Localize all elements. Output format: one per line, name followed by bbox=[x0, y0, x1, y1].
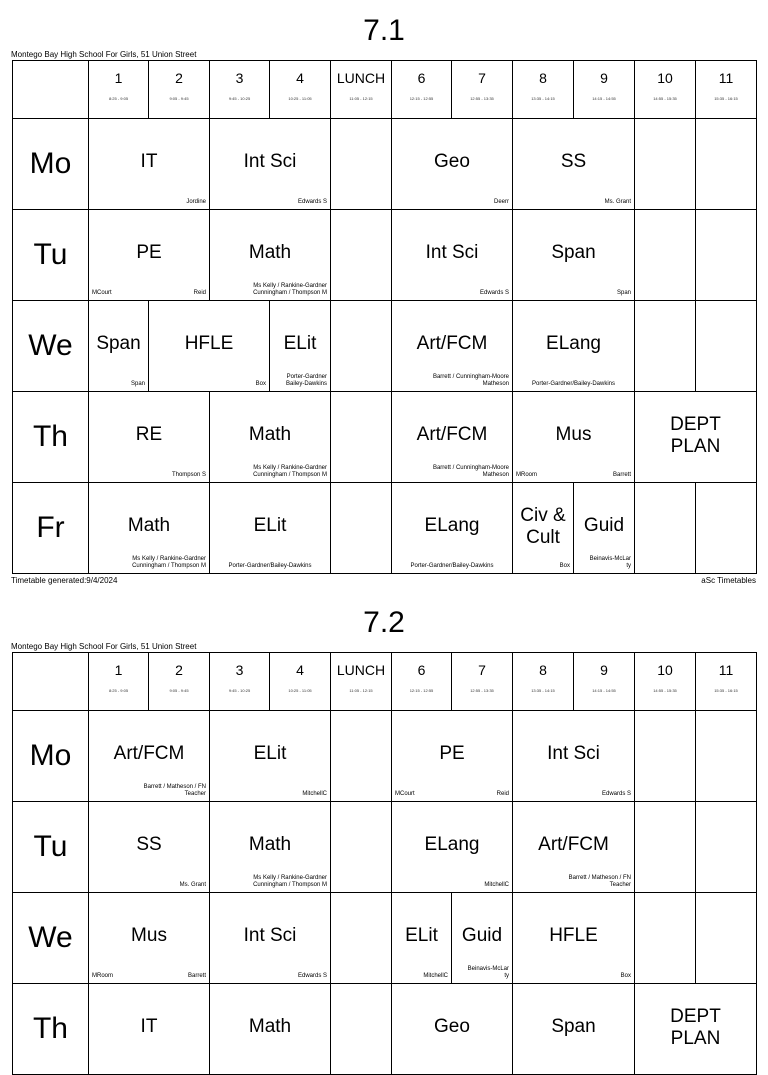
class-title: 7.1 bbox=[363, 14, 405, 47]
period-time: 9:45 - 10:25 bbox=[228, 96, 251, 101]
empty-cell bbox=[330, 801, 392, 893]
lesson-cell bbox=[573, 482, 635, 574]
day-label: Th bbox=[12, 983, 89, 1075]
empty-cell bbox=[695, 209, 757, 301]
lesson-cell bbox=[88, 118, 210, 210]
subject-name: Int Sci bbox=[243, 925, 297, 946]
period-number: 8 bbox=[539, 70, 547, 86]
software-credit: aSc Timetables bbox=[701, 576, 756, 585]
subject-name: Int Sci bbox=[547, 743, 600, 764]
subject-name: Art/FCM bbox=[416, 333, 488, 354]
subject-name: DEPT PLAN bbox=[670, 1006, 721, 1049]
teacher-name: Span bbox=[130, 381, 145, 387]
period-time: 14:55 - 15:35 bbox=[653, 96, 677, 101]
period-number: 7 bbox=[478, 662, 486, 678]
school-name: Montego Bay High School For Girls, 51 Union Street bbox=[11, 50, 197, 59]
room-label: MCourt bbox=[395, 791, 415, 797]
period-header bbox=[451, 652, 513, 711]
teacher-name: Box bbox=[559, 563, 570, 569]
room-label: MRoom bbox=[92, 973, 114, 979]
lesson-cell bbox=[209, 482, 331, 574]
teacher-name: Ms Kelly / Rankine-Gardner Cunningham / Thompson M bbox=[253, 283, 327, 296]
period-time: 9:05 - 9:45 bbox=[169, 688, 189, 693]
empty-cell bbox=[695, 801, 757, 893]
period-number: 6 bbox=[417, 70, 426, 86]
period-time: 9:05 - 9:45 bbox=[169, 96, 189, 101]
teacher-name: Span bbox=[616, 290, 631, 296]
lesson-cell bbox=[88, 482, 210, 574]
subject-name: Art/FCM bbox=[113, 743, 185, 764]
period-number: 6 bbox=[417, 662, 426, 678]
period-number: 9 bbox=[600, 662, 608, 678]
period-number: 3 bbox=[235, 70, 244, 86]
teacher-name: Ms. Grant bbox=[179, 882, 206, 888]
teacher-name: Barrett / Cunningham-Moore Matheson bbox=[432, 465, 509, 478]
empty-cell bbox=[330, 300, 392, 392]
teacher-name: Barrett bbox=[187, 973, 206, 979]
lesson-cell bbox=[451, 892, 513, 984]
period-number: LUNCH bbox=[336, 662, 386, 678]
teacher-name: Ms Kelly / Rankine-Gardner Cunningham / Thompson M bbox=[253, 465, 327, 478]
lesson-cell bbox=[88, 801, 210, 893]
lesson-cell bbox=[209, 983, 331, 1075]
day-label: We bbox=[12, 892, 89, 984]
teacher-name: MitchellC bbox=[302, 791, 327, 797]
teacher-name: Edwards S bbox=[297, 973, 327, 979]
lesson-cell bbox=[512, 801, 635, 893]
generated-date: Timetable generated:9/4/2024 bbox=[11, 576, 118, 585]
period-header bbox=[269, 60, 331, 119]
lesson-cell bbox=[634, 391, 757, 483]
teacher-name: Ms Kelly / Rankine-Gardner Cunningham / Thompson M bbox=[253, 875, 327, 888]
period-time: 15:35 - 16:15 bbox=[714, 688, 738, 693]
teacher-name: Ms. Grant bbox=[604, 199, 631, 205]
teacher-name: Edwards S bbox=[297, 199, 327, 205]
period-header bbox=[634, 60, 696, 119]
period-time: 14:55 - 15:35 bbox=[653, 688, 677, 693]
lesson-cell bbox=[88, 983, 210, 1075]
empty-cell bbox=[634, 300, 696, 392]
teacher-name: Beinavis-McLar ty bbox=[467, 966, 509, 979]
period-header bbox=[209, 652, 270, 711]
subject-name: Math bbox=[127, 515, 171, 536]
period-time: 8:25 - 9:05 bbox=[108, 688, 129, 693]
lesson-cell bbox=[88, 209, 210, 301]
subject-name: Math bbox=[248, 834, 292, 855]
empty-cell bbox=[695, 710, 757, 802]
lesson-cell bbox=[391, 118, 513, 210]
empty-cell bbox=[634, 209, 696, 301]
subject-name: ELang bbox=[424, 515, 480, 536]
subject-name: Guid bbox=[461, 925, 503, 946]
period-time: 10:25 - 11:05 bbox=[288, 688, 312, 693]
day-label: Fr bbox=[12, 482, 89, 574]
subject-name: ELit bbox=[283, 333, 317, 354]
lesson-cell bbox=[391, 983, 513, 1075]
period-time: 12:15 - 12:55 bbox=[409, 688, 434, 693]
lesson-cell bbox=[209, 892, 331, 984]
period-number: 10 bbox=[657, 662, 673, 678]
period-header bbox=[512, 60, 574, 119]
lesson-cell bbox=[512, 391, 635, 483]
empty-cell bbox=[330, 892, 392, 984]
empty-cell bbox=[330, 983, 392, 1075]
period-number: 11 bbox=[718, 70, 734, 86]
subject-name: Geo bbox=[434, 1016, 470, 1037]
period-header bbox=[269, 652, 331, 711]
period-number: LUNCH bbox=[336, 70, 386, 86]
teacher-name: Ms Kelly / Rankine-Gardner Cunningham / Thompson M bbox=[132, 556, 206, 569]
lesson-cell bbox=[512, 118, 635, 210]
empty-cell bbox=[695, 300, 757, 392]
teacher-name: Barrett / Cunningham-Moore Matheson bbox=[432, 374, 509, 387]
subject-name: Art/FCM bbox=[416, 424, 488, 445]
lesson-cell bbox=[88, 892, 210, 984]
period-time: 15:35 - 16:15 bbox=[714, 96, 738, 101]
subject-name: SS bbox=[136, 834, 162, 855]
period-time: 11:05 - 12:15 bbox=[349, 688, 373, 693]
class-title: 7.2 bbox=[363, 606, 405, 639]
period-header bbox=[451, 60, 513, 119]
room-label: MCourt bbox=[92, 290, 112, 296]
period-number: 9 bbox=[600, 70, 608, 86]
empty-cell bbox=[634, 892, 696, 984]
period-number: 4 bbox=[296, 70, 304, 86]
period-number: 10 bbox=[657, 70, 673, 86]
lesson-cell bbox=[512, 892, 635, 984]
lesson-cell bbox=[512, 209, 635, 301]
lesson-cell bbox=[88, 391, 210, 483]
subject-name: ELit bbox=[253, 515, 287, 536]
teacher-name: Barrett bbox=[612, 472, 631, 478]
empty-cell bbox=[330, 209, 392, 301]
teacher-name: Porter-Gardner Bailey-Dawkins bbox=[285, 374, 327, 387]
period-header bbox=[148, 60, 210, 119]
lesson-cell bbox=[148, 300, 270, 392]
teacher-name: Porter-Gardner/Bailey-Dawkins bbox=[410, 563, 494, 569]
period-time: 12:55 - 13:35 bbox=[470, 96, 494, 101]
empty-cell bbox=[695, 892, 757, 984]
subject-name: PE bbox=[136, 242, 162, 263]
subject-name: Mus bbox=[555, 424, 592, 445]
teacher-name: Barrett / Matheson / FN Teacher bbox=[568, 875, 631, 888]
teacher-name: Edwards S bbox=[601, 791, 631, 797]
day-label: Mo bbox=[12, 118, 89, 210]
empty-cell bbox=[330, 710, 392, 802]
subject-name: Span bbox=[551, 1016, 596, 1037]
teacher-name: Beinavis-McLar ty bbox=[589, 556, 631, 569]
lesson-cell bbox=[391, 801, 513, 893]
teacher-name: MitchellC bbox=[423, 973, 448, 979]
period-header bbox=[88, 60, 149, 119]
empty-cell bbox=[634, 801, 696, 893]
corner-cell bbox=[12, 60, 89, 119]
period-number: 7 bbox=[478, 70, 486, 86]
corner-cell bbox=[12, 652, 89, 711]
subject-name: ELit bbox=[253, 743, 287, 764]
teacher-name: Porter-Gardner/Bailey-Dawkins bbox=[228, 563, 312, 569]
day-label: Th bbox=[12, 391, 89, 483]
subject-name: Civ & Cult bbox=[520, 505, 566, 548]
lesson-cell bbox=[391, 300, 513, 392]
period-header bbox=[391, 60, 452, 119]
subject-name: SS bbox=[560, 151, 587, 172]
period-header bbox=[573, 60, 635, 119]
period-header bbox=[209, 60, 270, 119]
period-time: 10:25 - 11:05 bbox=[288, 96, 312, 101]
period-time: 14:15 - 14:55 bbox=[592, 688, 616, 693]
room-label: MRoom bbox=[516, 472, 538, 478]
period-number: 4 bbox=[296, 662, 304, 678]
lesson-cell bbox=[634, 983, 757, 1075]
lesson-cell bbox=[88, 710, 210, 802]
subject-name: Span bbox=[96, 333, 141, 354]
subject-name: ELang bbox=[546, 333, 601, 354]
period-header bbox=[695, 60, 757, 119]
period-time: 8:25 - 9:05 bbox=[108, 96, 129, 101]
subject-name: ELit bbox=[405, 925, 438, 946]
subject-name: Mus bbox=[131, 925, 167, 946]
subject-name: Art/FCM bbox=[538, 834, 609, 855]
lesson-cell bbox=[209, 710, 331, 802]
lesson-cell bbox=[391, 482, 513, 574]
teacher-name: Reid bbox=[496, 791, 509, 797]
period-number: 8 bbox=[539, 662, 547, 678]
teacher-name: Thompson S bbox=[171, 472, 206, 478]
subject-name: ELang bbox=[424, 834, 480, 855]
day-label: Tu bbox=[12, 209, 89, 301]
subject-name: HFLE bbox=[184, 333, 234, 354]
lesson-cell bbox=[88, 300, 149, 392]
empty-cell bbox=[695, 118, 757, 210]
lesson-cell bbox=[209, 391, 331, 483]
period-header bbox=[88, 652, 149, 711]
period-header bbox=[512, 652, 574, 711]
subject-name: Geo bbox=[434, 151, 470, 172]
teacher-name: MitchellC bbox=[484, 882, 509, 888]
subject-name: Span bbox=[551, 242, 596, 263]
subject-name: DEPT PLAN bbox=[670, 414, 721, 457]
subject-name: Math bbox=[248, 242, 292, 263]
subject-name: Int Sci bbox=[425, 242, 479, 263]
teacher-name: Box bbox=[620, 973, 631, 979]
period-time: 13:35 - 14:15 bbox=[531, 96, 555, 101]
empty-cell bbox=[330, 118, 392, 210]
period-time: 9:45 - 10:25 bbox=[228, 688, 251, 693]
lesson-cell bbox=[209, 118, 331, 210]
teacher-name: Jordine bbox=[186, 199, 206, 205]
period-number: 1 bbox=[114, 70, 123, 86]
period-time: 11:05 - 12:15 bbox=[349, 96, 373, 101]
period-number: 1 bbox=[114, 662, 123, 678]
period-time: 12:55 - 13:35 bbox=[470, 688, 494, 693]
day-label: Tu bbox=[12, 801, 89, 893]
period-number: 11 bbox=[718, 662, 734, 678]
teacher-name: Porter-Gardner/Bailey-Dawkins bbox=[531, 381, 616, 387]
lesson-cell bbox=[269, 300, 331, 392]
lesson-cell bbox=[391, 892, 452, 984]
empty-cell bbox=[695, 482, 757, 574]
period-number: 2 bbox=[175, 70, 183, 86]
teacher-name: Reid bbox=[193, 290, 206, 296]
day-label: Mo bbox=[12, 710, 89, 802]
lesson-cell bbox=[391, 710, 513, 802]
subject-name: PE bbox=[439, 743, 465, 764]
subject-name: Math bbox=[248, 424, 292, 445]
subject-name: Int Sci bbox=[243, 151, 297, 172]
lesson-cell bbox=[512, 710, 635, 802]
period-time: 14:15 - 14:55 bbox=[592, 96, 616, 101]
empty-cell bbox=[634, 118, 696, 210]
period-time: 12:15 - 12:55 bbox=[409, 96, 434, 101]
teacher-name: Edwards S bbox=[479, 290, 509, 296]
subject-name: IT bbox=[140, 1016, 158, 1037]
subject-name: HFLE bbox=[549, 925, 598, 946]
day-label: We bbox=[12, 300, 89, 392]
subject-name: Math bbox=[248, 1016, 292, 1037]
period-header bbox=[573, 652, 635, 711]
period-number: 3 bbox=[235, 662, 244, 678]
teacher-name: Barrett / Matheson / FN Teacher bbox=[143, 784, 206, 797]
period-header bbox=[330, 60, 392, 119]
period-number: 2 bbox=[175, 662, 183, 678]
period-header bbox=[391, 652, 452, 711]
empty-cell bbox=[330, 482, 392, 574]
subject-name: Guid bbox=[583, 515, 625, 536]
subject-name: RE bbox=[135, 424, 163, 445]
empty-cell bbox=[634, 482, 696, 574]
period-header bbox=[330, 652, 392, 711]
lesson-cell bbox=[512, 482, 574, 574]
lesson-cell bbox=[209, 209, 331, 301]
lesson-cell bbox=[209, 801, 331, 893]
empty-cell bbox=[330, 391, 392, 483]
period-header bbox=[634, 652, 696, 711]
lesson-cell bbox=[391, 391, 513, 483]
school-name: Montego Bay High School For Girls, 51 Union Street bbox=[11, 642, 197, 651]
period-header bbox=[148, 652, 210, 711]
period-time: 13:35 - 14:15 bbox=[531, 688, 555, 693]
subject-name: IT bbox=[140, 151, 158, 172]
empty-cell bbox=[634, 710, 696, 802]
period-header bbox=[695, 652, 757, 711]
lesson-cell bbox=[512, 983, 635, 1075]
lesson-cell bbox=[391, 209, 513, 301]
lesson-cell bbox=[512, 300, 635, 392]
teacher-name: Box bbox=[255, 381, 266, 387]
teacher-name: Deerr bbox=[493, 199, 509, 205]
